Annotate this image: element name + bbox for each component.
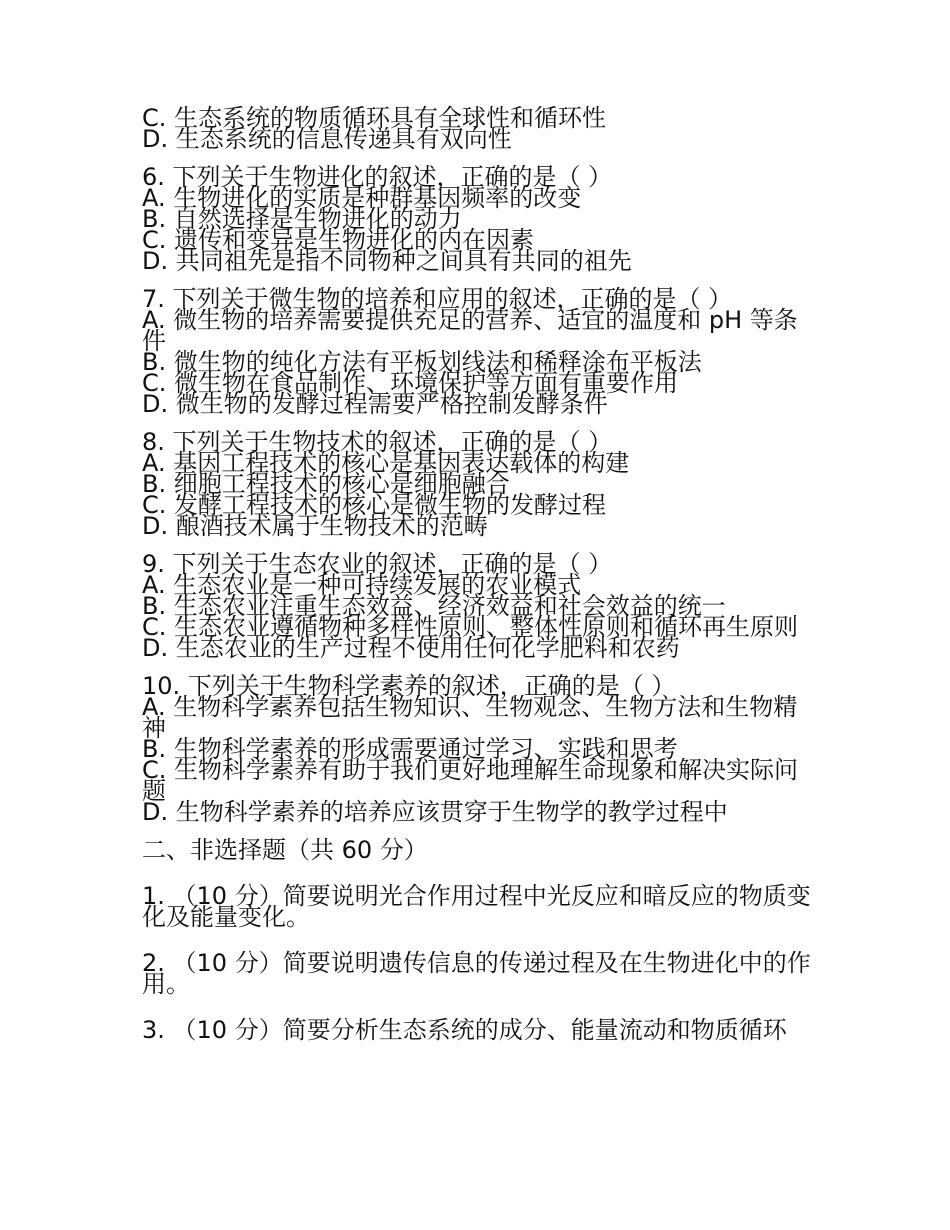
option-a: A. 微生物的培养需要提供充足的营养、适宜的温度和 pH 等条件 [142,306,798,355]
option-c: C. 发酵工程技术的核心是微生物的发酵过程 [142,491,607,519]
option-d: D. 生态系统的信息传递具有双向性 [142,125,512,153]
question-8 [142,428,812,540]
question-9 [142,550,812,662]
question-stem: 8. 下列关于生物技术的叙述，正确的是（ ） [142,428,613,456]
option-a: A. 生物科学素养包括生物知识、生物观念、生物方法和生物精神 [142,693,798,742]
option-b: B. 细胞工程技术的核心是细胞融合 [142,470,510,498]
essay-question-3: 3. （10 分）简要分析生态系统的成分、能量流动和物质循环 [142,1016,787,1044]
option-b: B. 自然选择是生物进化的动力 [142,205,462,233]
section-heading: 二、非选择题（共 60 分） [142,836,428,864]
option-c: C. 生态农业遵循物种多样性原则、整体性原则和循环再生原则 [142,613,799,641]
option-b: B. 生态农业注重生态效益、经济效益和社会效益的统一 [142,592,726,620]
option-d: D. 生物科学素养的培养应该贯穿于生物学的教学过程中 [142,798,728,826]
option-a: A. 生物进化的实质是种群基因频率的改变 [142,184,582,212]
option-a: A. 生态农业是一种可持续发展的农业模式 [142,571,582,599]
document-content [142,104,812,1066]
question-5-tail [142,104,812,153]
essay-question-1: 1. （10 分）简要说明光合作用过程中光反应和暗反应的物质变化及能量变化。 [142,882,811,931]
option-d: D. 共同祖先是指不同物种之间具有共同的祖先 [142,247,632,275]
question-stem: 10. 下列关于生物科学素养的叙述，正确的是（ ） [142,672,676,700]
option-b: B. 生物科学素养的形成需要通过学习、实践和思考 [142,735,678,763]
option-c: C. 微生物在食品制作、环境保护等方面有重要作用 [142,369,679,397]
question-7 [142,285,812,418]
option-c: C. 生物科学素养有助于我们更好地理解生命现象和解决实际问题 [142,756,799,805]
option-d: D. 微生物的发酵过程需要严格控制发酵条件 [142,390,608,418]
option-b: B. 微生物的纯化方法有平板划线法和稀释涂布平板法 [142,348,702,376]
question-stem: 9. 下列关于生态农业的叙述，正确的是（ ） [142,550,613,578]
option-c: C. 遗传和变异是生物进化的内在因素 [142,226,535,254]
question-stem: 6. 下列关于生物进化的叙述，正确的是（ ） [142,163,613,191]
question-stem: 7. 下列关于微生物的培养和应用的叙述，正确的是（ ） [142,285,733,313]
option-d: D. 酿酒技术属于生物技术的范畴 [142,512,488,540]
question-10 [142,672,812,826]
option-d: D. 生态农业的生产过程不使用任何化学肥料和农药 [142,634,680,662]
option-a: A. 基因工程技术的核心是基因表达载体的构建 [142,449,630,477]
option-c: C. 生态系统的物质循环具有全球性和循环性 [142,104,607,132]
essay-question-2: 2. （10 分）简要说明遗传信息的传递过程及在生物进化中的作用。 [142,949,811,998]
question-6 [142,163,812,275]
